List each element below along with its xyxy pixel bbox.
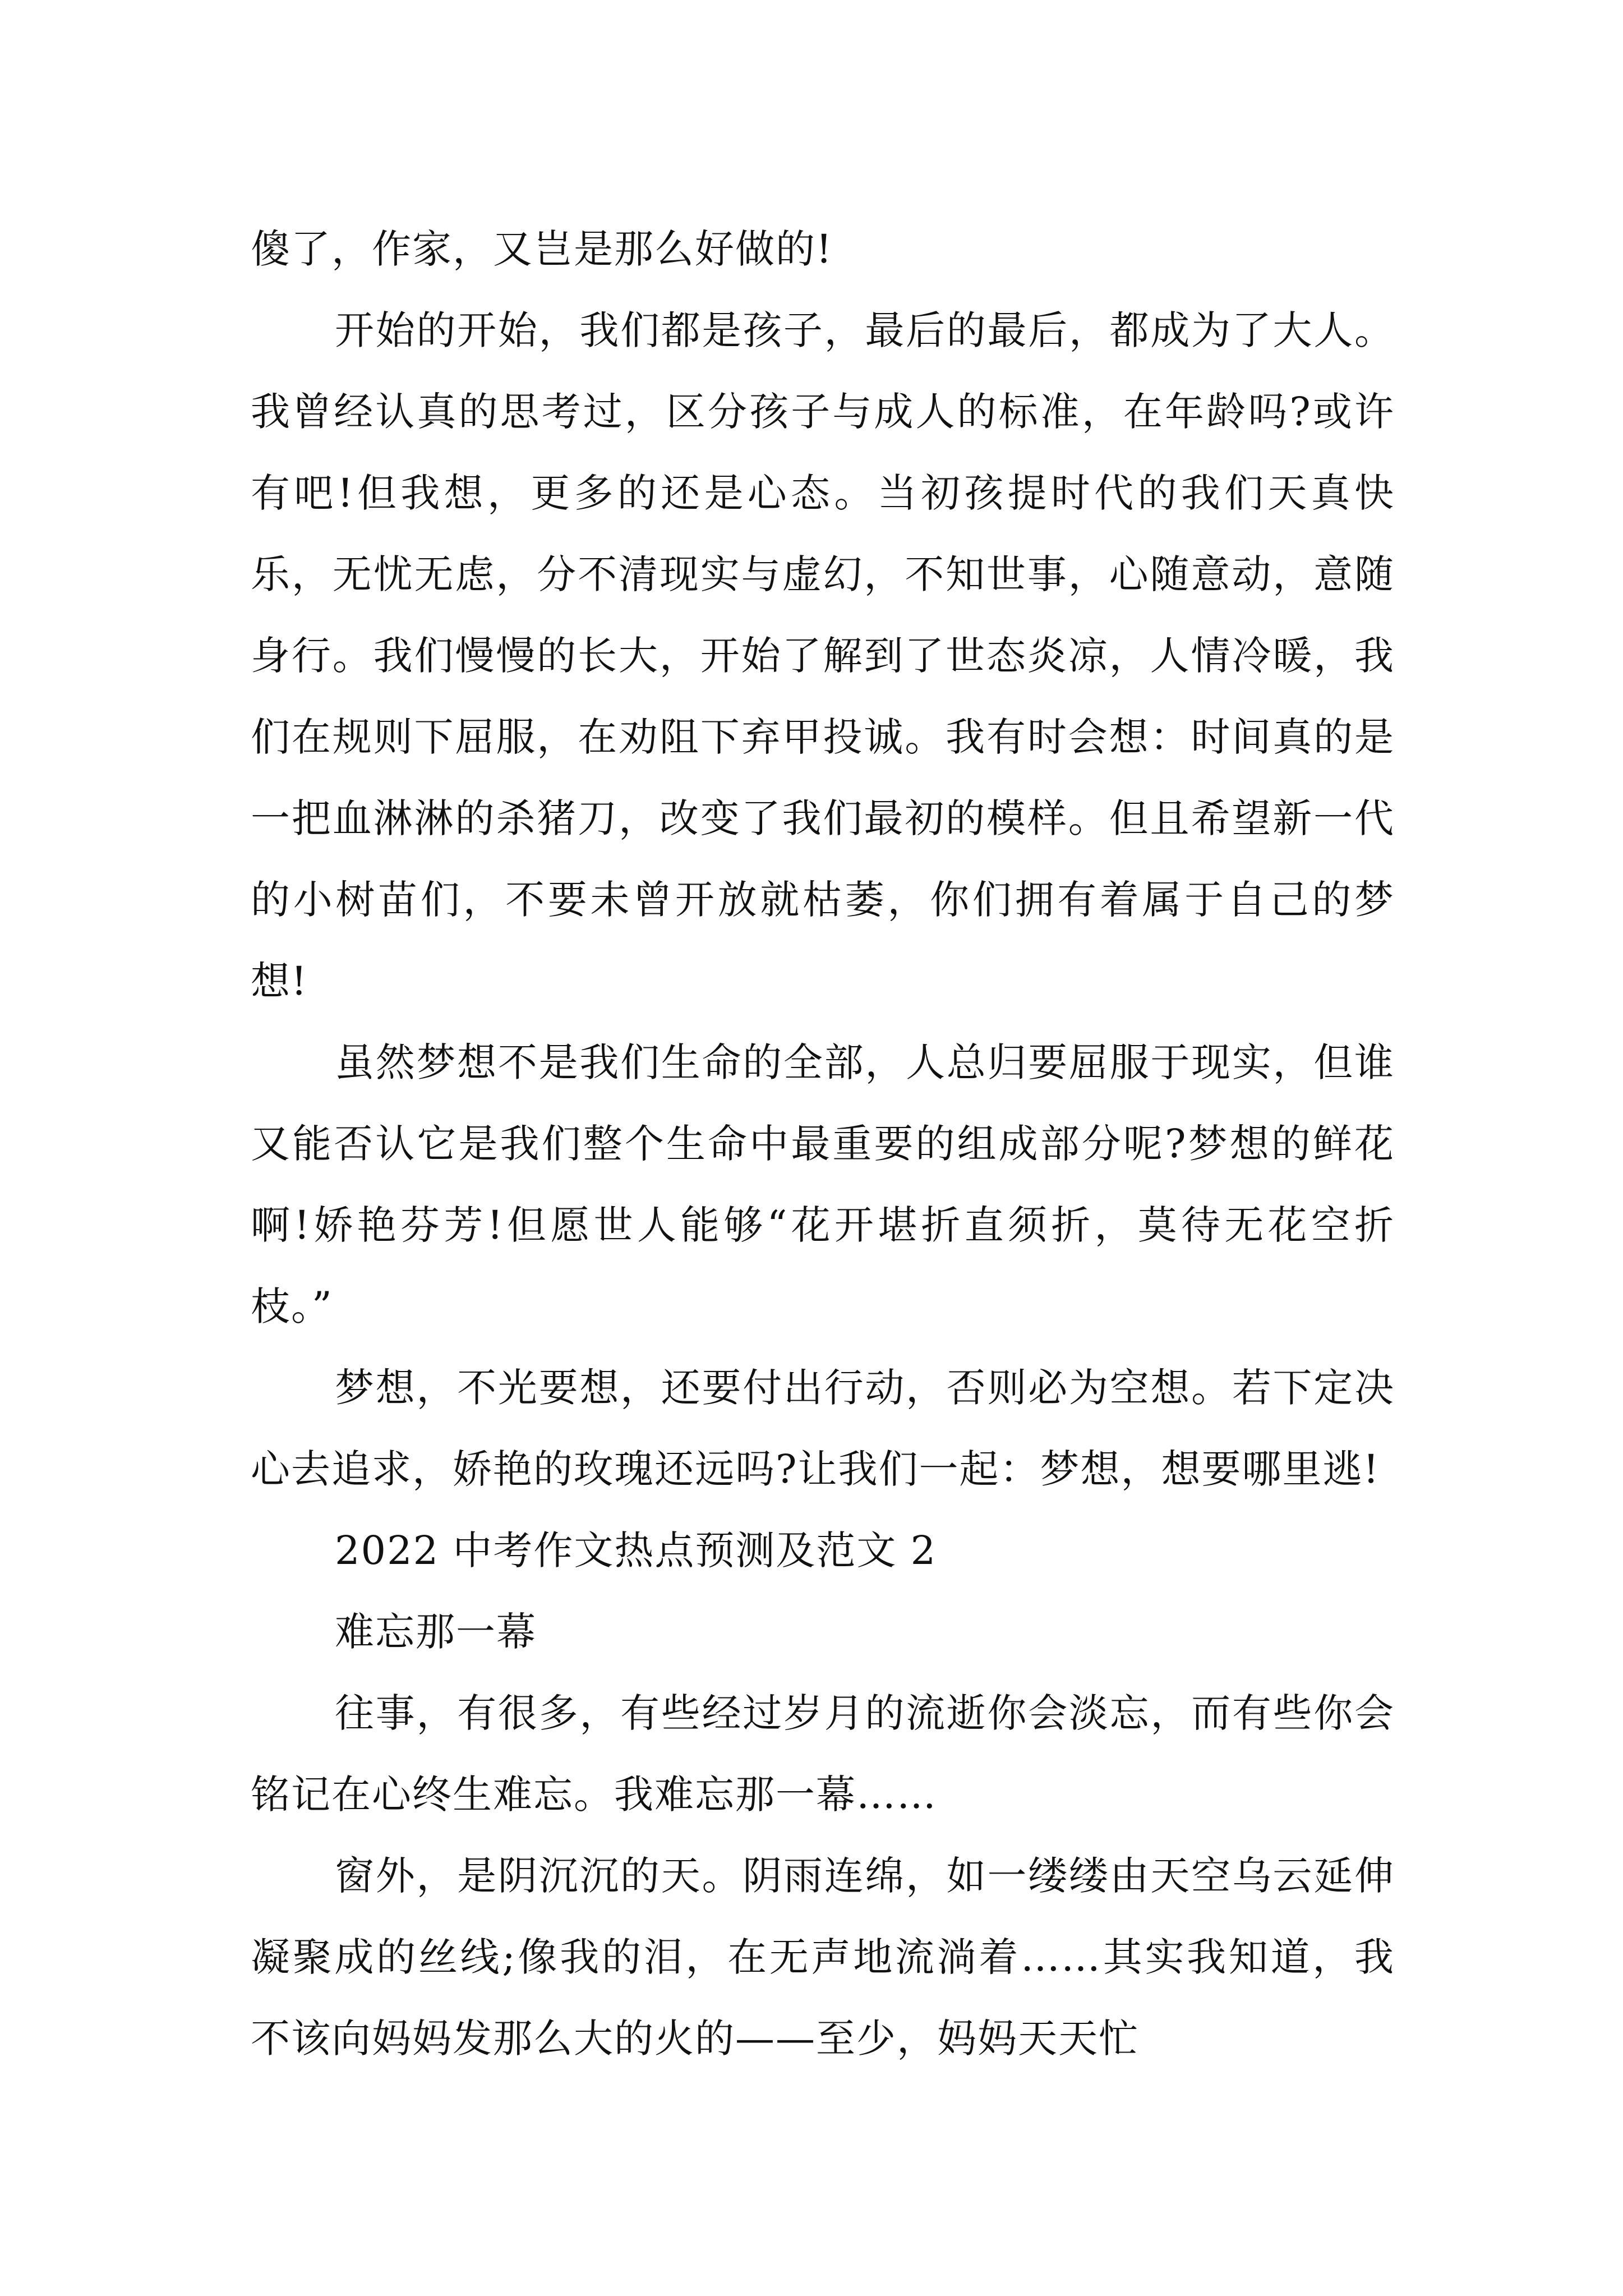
paragraph: 梦想，不光要想，还要付出行动，否则必为空想。若下定决心去追求，娇艳的玫瑰还远吗?让我们一起：梦想，想要哪里逃! — [251, 1365, 1395, 1492]
section-heading: 2022 中考作文热点预测及范文 2 — [335, 1527, 937, 1573]
document-body — [251, 209, 1395, 2079]
paragraph: 虽然梦想不是我们生命的全部，人总归要屈服于现实，但谁又能否认它是我们整个生命中最重要的组成部分呢?梦想的鲜花啊!娇艳芬芳!但愿世人能够“花开堪折直须折，莫待无花空折枝。” — [251, 1039, 1395, 1329]
paragraph: 窗外，是阴沉沉的天。阴雨连绵，如一缕缕由天空乌云延伸凝聚成的丝线;像我的泪，在无声地流淌着……其实我知道，我不该向妈妈发那么大的火的——至少，妈妈天天忙 — [251, 1853, 1395, 2062]
paragraph: 傻了，作家，又岂是那么好做的! — [251, 226, 833, 272]
essay-title: 难忘那一幕 — [335, 1609, 537, 1655]
paragraph: 往事，有很多，有些经过岁月的流逝你会淡忘，而有些你会铭记在心终生难忘。我难忘那一幕…… — [251, 1690, 1395, 1818]
paragraph: 开始的开始，我们都是孩子，最后的最后，都成为了大人。我曾经认真的思考过，区分孩子与成人的标准，在年龄吗?或许有吧!但我想，更多的还是心态。当初孩提时代的我们天真快乐，无忧无虑，分不清现实与虚幻，不知世事，心随意动，意随身行。我们慢慢的长大，开始了解到了世态炎凉，人情冷暖，我们在规则下屈服，在劝阻下弃甲投诚。我有时会想：时间真的是一把血淋淋的杀猪刀，改变了我们最初的模样。但且希望新一代的小树苗们，不要未曾开放就枯萎，你们拥有着属于自己的梦想! — [251, 307, 1395, 1004]
